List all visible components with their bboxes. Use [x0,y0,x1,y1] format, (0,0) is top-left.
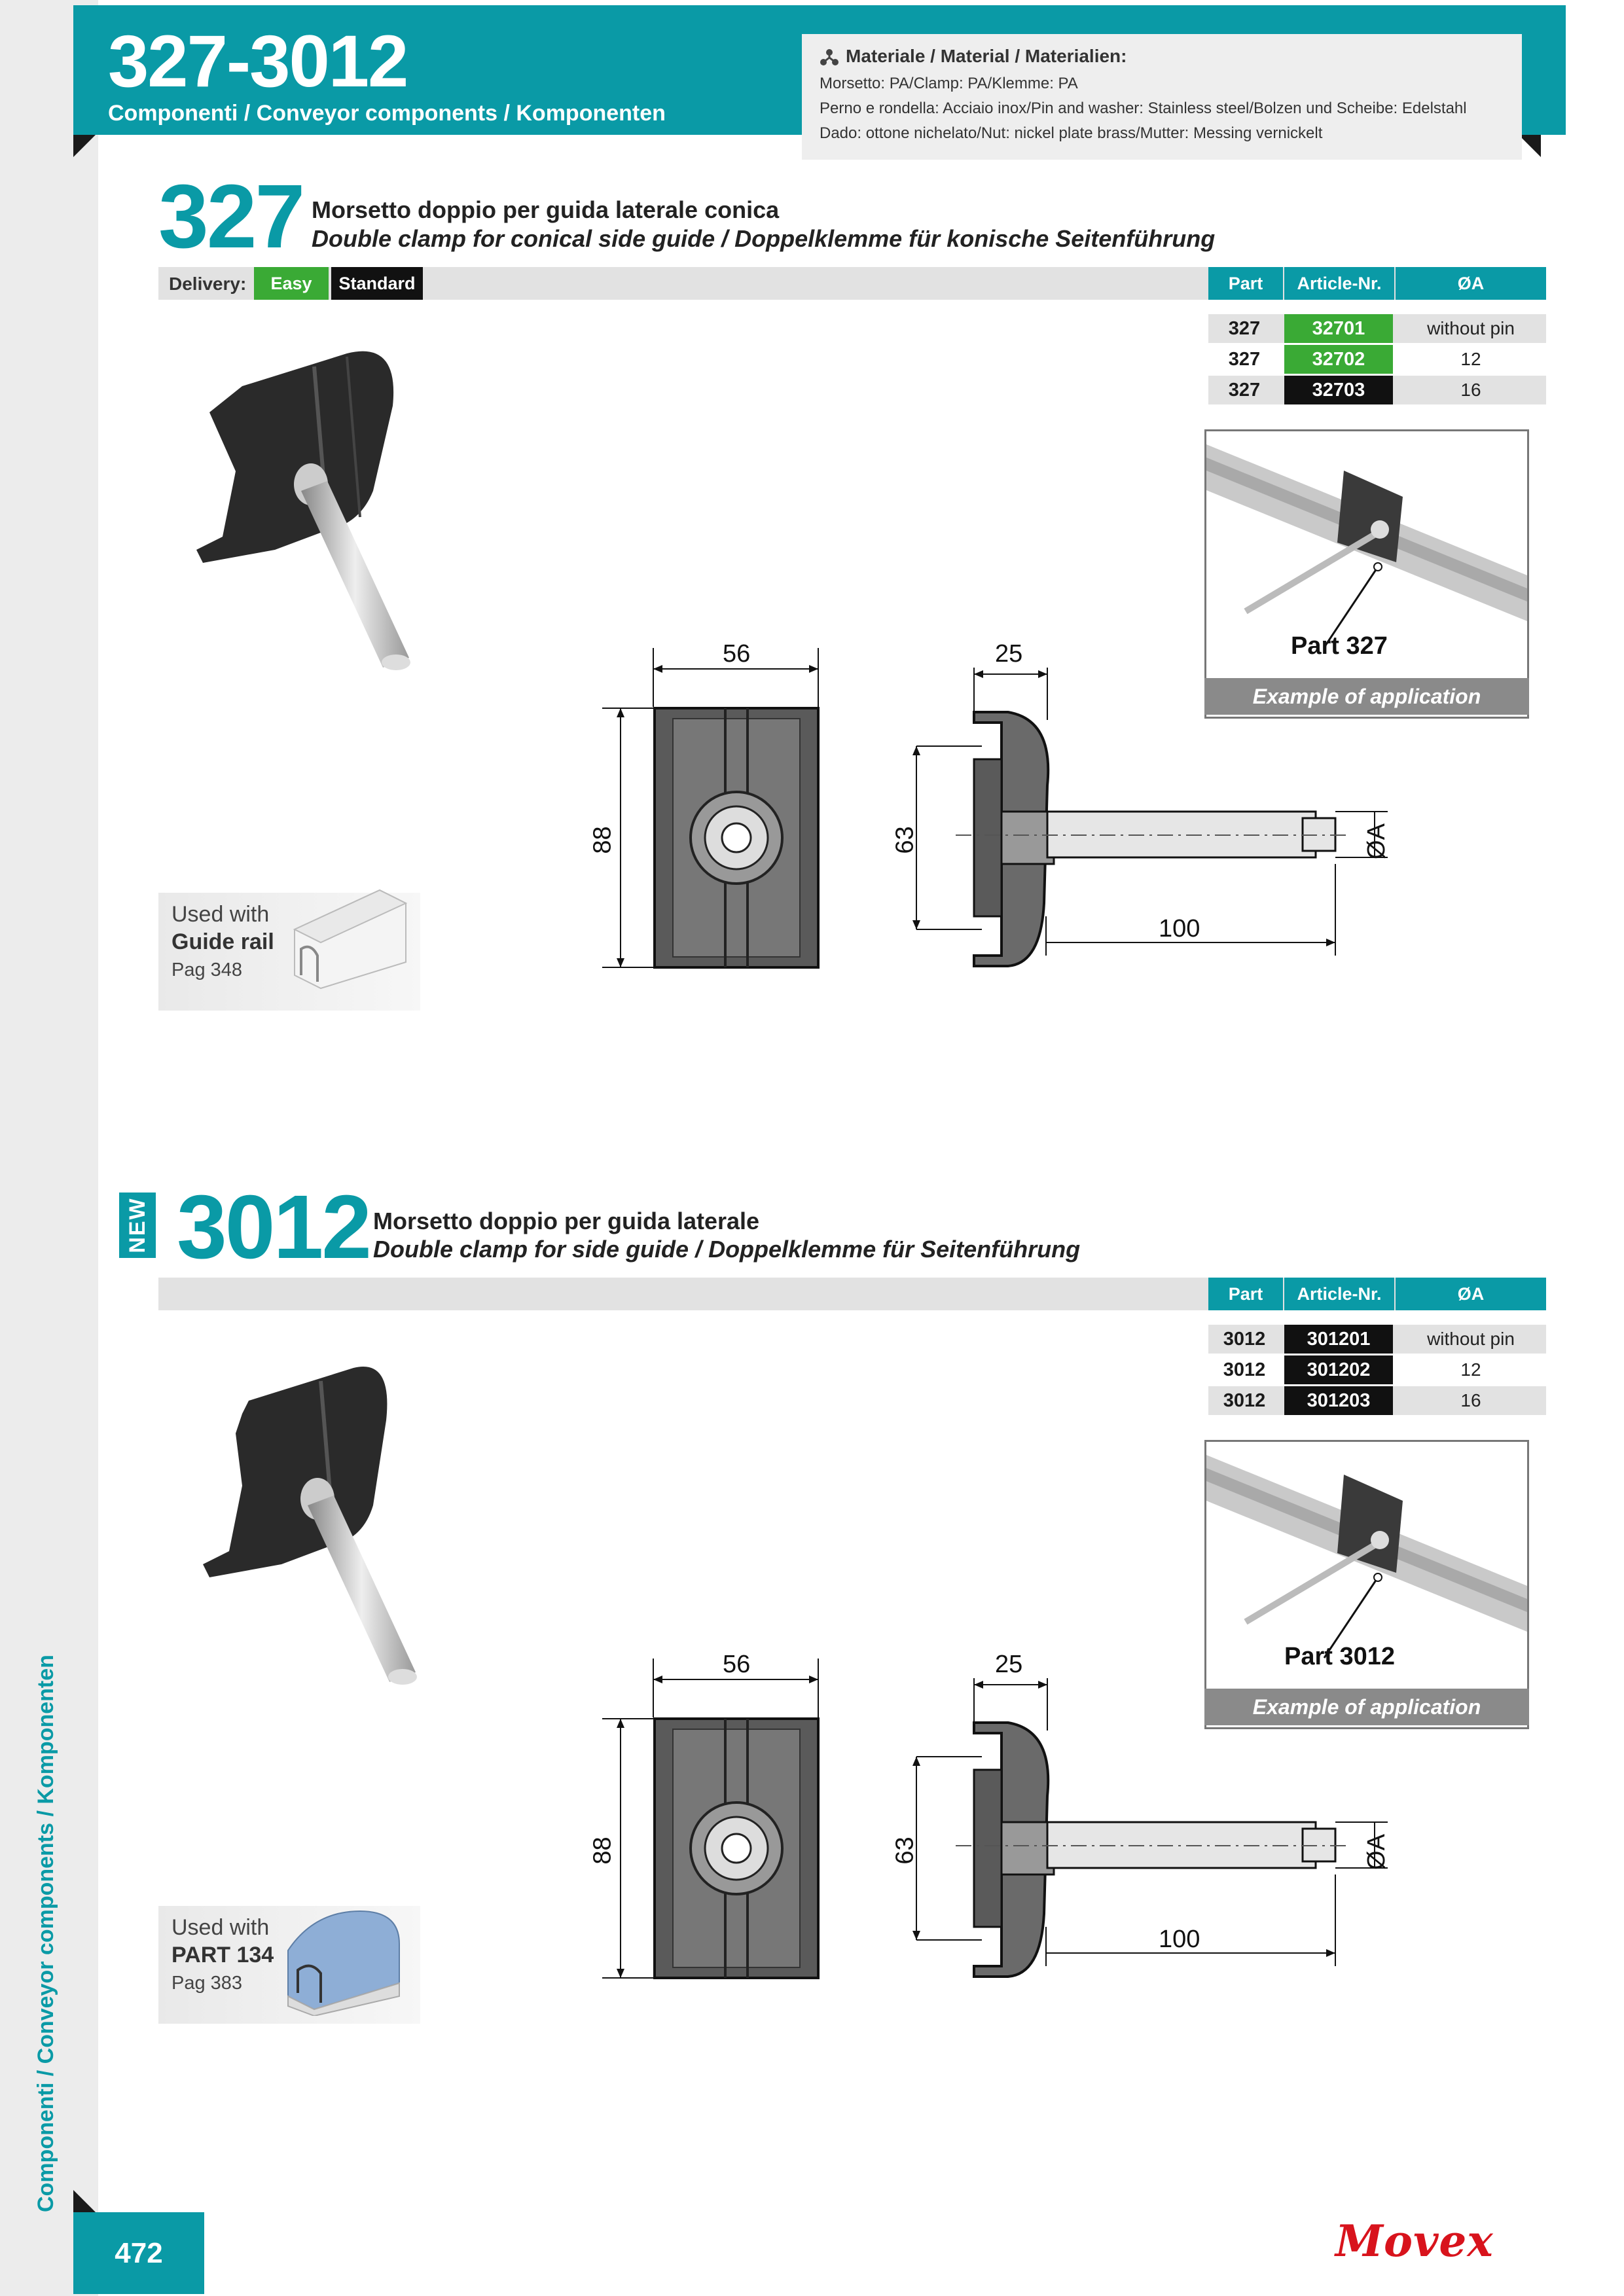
part-134-icon [275,1898,412,2016]
material-line-1: Morsetto: PA/Clamp: PA/Klemme: PA [820,75,1078,92]
three-nodes-icon [820,47,839,67]
section1-used-with-page: Pag 348 [171,960,243,980]
section2-app-caption: Example of application [1204,1689,1529,1725]
table2-row1-dia: without pin [1427,1329,1515,1349]
materials-title: Materiale / Material / Materialien: [846,46,1127,66]
footer-fold [73,2190,96,2212]
section1-dim-thickness: 25 [995,640,1023,668]
section2-used-with-page: Pag 383 [171,1973,243,1994]
table2-row2-part: 3012 [1223,1359,1266,1380]
table1-header-dia: ØA [1396,267,1546,300]
section2-dim-width: 56 [723,1651,751,1678]
section2-dim-height2: 63 [891,1837,919,1865]
section1-title-en: Double clamp for conical side guide / Doppelklemme für konische Seitenführung [312,225,1216,252]
table1-header-part: Part [1208,267,1283,300]
section2-used-with-item: PART 134 [171,1943,274,1967]
section2-product-image [190,1342,543,1708]
table2-header-dia: ØA [1396,1278,1546,1310]
section1-used-with-label: Used with [171,902,270,927]
new-badge-label: NEW [125,1197,150,1253]
table1-row2-article: 32702 [1284,345,1393,374]
section1-dim-height2: 63 [891,826,919,854]
material-line-3: Dado: ottone nichelato/Nut: nickel plate brass/Mutter: Messing vernickelt [820,124,1323,142]
section1-title-it: Morsetto doppio per guida laterale conica [312,196,780,223]
material-line-2: Perno e rondella: Acciaio inox/Pin and washer: Stainless steel/Bolzen und Scheibe: Edelstahl [820,99,1467,117]
section1-dim-height: 88 [588,826,617,854]
table2-header-article: Article-Nr. [1284,1278,1394,1310]
table2-row3-dia: 16 [1460,1390,1481,1410]
section2-side-drawing [903,1665,1388,1992]
page-code: 327-3012 [108,20,408,102]
table2-row1-part: 3012 [1223,1329,1266,1350]
section1-dim-length: 100 [1159,915,1200,942]
table1-row3-part: 327 [1228,380,1261,401]
table2-row3-article: 301203 [1284,1386,1393,1415]
guide-rail-icon [281,884,419,995]
table2-row1-article: 301201 [1284,1325,1393,1354]
table2-header-part: Part [1208,1278,1283,1310]
section2-front-drawing [602,1645,838,1986]
table1-row1-part: 327 [1228,318,1261,339]
section1-dim-width: 56 [723,640,751,668]
sidebar-vertical-text: Componenti / Conveyor components / Komponenten [33,1655,58,2212]
section1-front-drawing [602,635,838,975]
standard-tag: Standard [331,267,423,300]
delivery-label: Delivery: [169,274,247,294]
table1-row1-article: 32701 [1284,314,1393,343]
table1-row3-article: 32703 [1284,376,1393,404]
section1-product-image [183,327,537,694]
table2-row3-part: 3012 [1223,1390,1266,1411]
section1-side-drawing [903,655,1388,982]
page-subtitle: Componenti / Conveyor components / Komponenten [108,101,666,126]
section2-dim-diameter: ØA [1362,1834,1390,1870]
section2-title-it: Morsetto doppio per guida laterale [373,1208,760,1234]
section1-app-caption: Example of application [1204,678,1529,715]
table2-row2-article: 301202 [1284,1355,1393,1384]
section2-title-en: Double clamp for side guide / Doppelklemme für Seitenführung [373,1236,1081,1263]
table1-row3-dia: 16 [1460,380,1481,400]
table2-row2-dia: 12 [1460,1359,1481,1380]
table1-row2-dia: 12 [1460,349,1481,369]
section2-used-with-label: Used with [171,1915,270,1940]
table1-header-article: Article-Nr. [1284,267,1394,300]
table1-row2-part: 327 [1228,349,1261,370]
section1-used-with-item: Guide rail [171,929,274,954]
easy-tag: Easy [254,267,329,300]
page-number: 472 [115,2237,163,2269]
section2-app-part-label: Part 3012 [1284,1643,1396,1670]
section2-dim-length: 100 [1159,1926,1200,1953]
section1-dim-diameter: ØA [1362,823,1390,859]
section1-number: 327 [158,166,304,267]
section2-dim-height: 88 [588,1837,617,1865]
section2-dim-thickness: 25 [995,1651,1023,1678]
section2-number: 3012 [177,1177,370,1278]
brand-logo: Movex [1335,2215,1494,2267]
header-fold-left [73,135,96,157]
header-fold-right [1519,135,1541,157]
table1-row1-dia: without pin [1427,318,1515,338]
section1-app-part-label: Part 327 [1291,632,1388,660]
